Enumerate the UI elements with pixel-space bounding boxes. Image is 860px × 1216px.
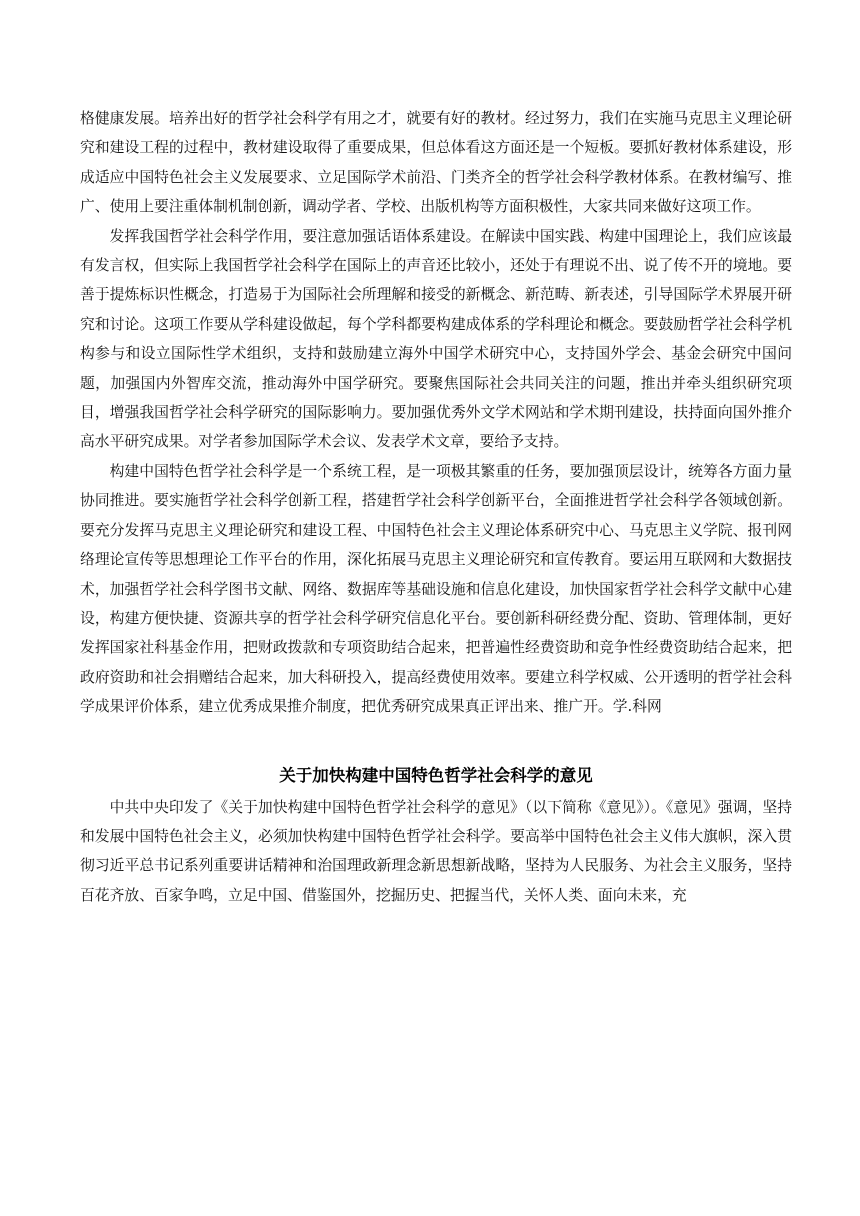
document-body bbox=[80, 104, 792, 910]
paragraph-opinion-intro: 中共中央印发了《关于加快构建中国特色哲学社会科学的意见》（以下简称《意见》）。《意见》强调，坚持和发展中国特色社会主义，必须加快构建中国特色哲学社会科学。要高举中国特色社会主义伟大旗帜，深入贯彻习近平总书记系列重要讲话精神和治国理政新理念新思想新战略，坚持为人民服务、为社会主义服务，坚持百花齐放、百家争鸣，立足中国、借鉴国外，挖掘历史、把握当代，关怀人类、面向未来，充 bbox=[80, 798, 792, 904]
section-title: 关于加快构建中国特色哲学社会科学的意见 bbox=[279, 765, 593, 785]
paragraph-systematic-project: 构建中国特色哲学社会科学是一个系统工程，是一项极其繁重的任务，要加强顶层设计，统筹各方面力量协同推进。要实施哲学社会科学创新工程，搭建哲学社会科学创新平台，全面推进哲学社会科学各领域创新。要充分发挥马克思主义理论研究和建设工程、中国特色社会主义理论体系研究中心、马克思主义学院、报刊网络理论宣传等思想理论工作平台的作用，深化拓展马克思主义理论研究和宣传教育。要运用互联网和大数据技术，加强哲学社会科学图书文献、网络、数据库等基础设施和信息化建设，加快国家哲学社会科学文献中心建设，构建方便快捷、资源共享的哲学社会科学研究信息化平台。要创新科研经费分配、资助、管理体制，更好发挥国家社科基金作用，把财政拨款和专项资助结合起来，把普遍性经费资助和竞争性经费资助结合起来，把政府资助和社会捐赠结合起来，加大科研投入，提高经费使用效率。要建立科学权威、公开透明的哲学社会科学成果评价体系，建立优秀成果推介制度，把优秀研究成果真正评出来、推广开。学.科网 bbox=[80, 462, 792, 716]
paragraph-discourse-system: 发挥我国哲学社会科学作用，要注意加强话语体系建设。在解读中国实践、构建中国理论上，我们应该最有发言权，但实际上我国哲学社会科学在国际上的声音还比较小，还处于有理说不出、说了传不开的境地。要善于提炼标识性概念，打造易于为国际社会所理解和接受的新概念、新范畴、新表述，引导国际学术界展开研究和讨论。这项工作要从学科建设做起，每个学科都要构建成体系的学科理论和概念。要鼓励哲学社会科学机构参与和设立国际性学术组织，支持和鼓励建立海外中国学术研究中心，支持国外学会、基金会研究中国问题，加强国内外智库交流，推动海外中国学研究。要聚焦国际社会共同关注的问题，推出并牵头组织研究项目，增强我国哲学社会科学研究的国际影响力。要加强优秀外文学术网站和学术期刊建设，扶持面向国外推介高水平研究成果。对学者参加国际学术会议、发表学术文章，要给予支持。 bbox=[80, 227, 792, 451]
paragraph-continuation-textbooks: 格健康发展。培养出好的哲学社会科学有用之才，就要有好的教材。经过努力，我们在实施马克思主义理论研究和建设工程的过程中，教材建设取得了重要成果，但总体看这方面还是一个短板。要抓好教材体系建设，形成适应中国特色社会主义发展要求、立足国际学术前沿、门类齐全的哲学社会科学教材体系。在教材编写、推广、使用上要注重体制机制创新，调动学者、学校、出版机构等方面积极性，大家共同来做好这项工作。 bbox=[80, 110, 792, 216]
